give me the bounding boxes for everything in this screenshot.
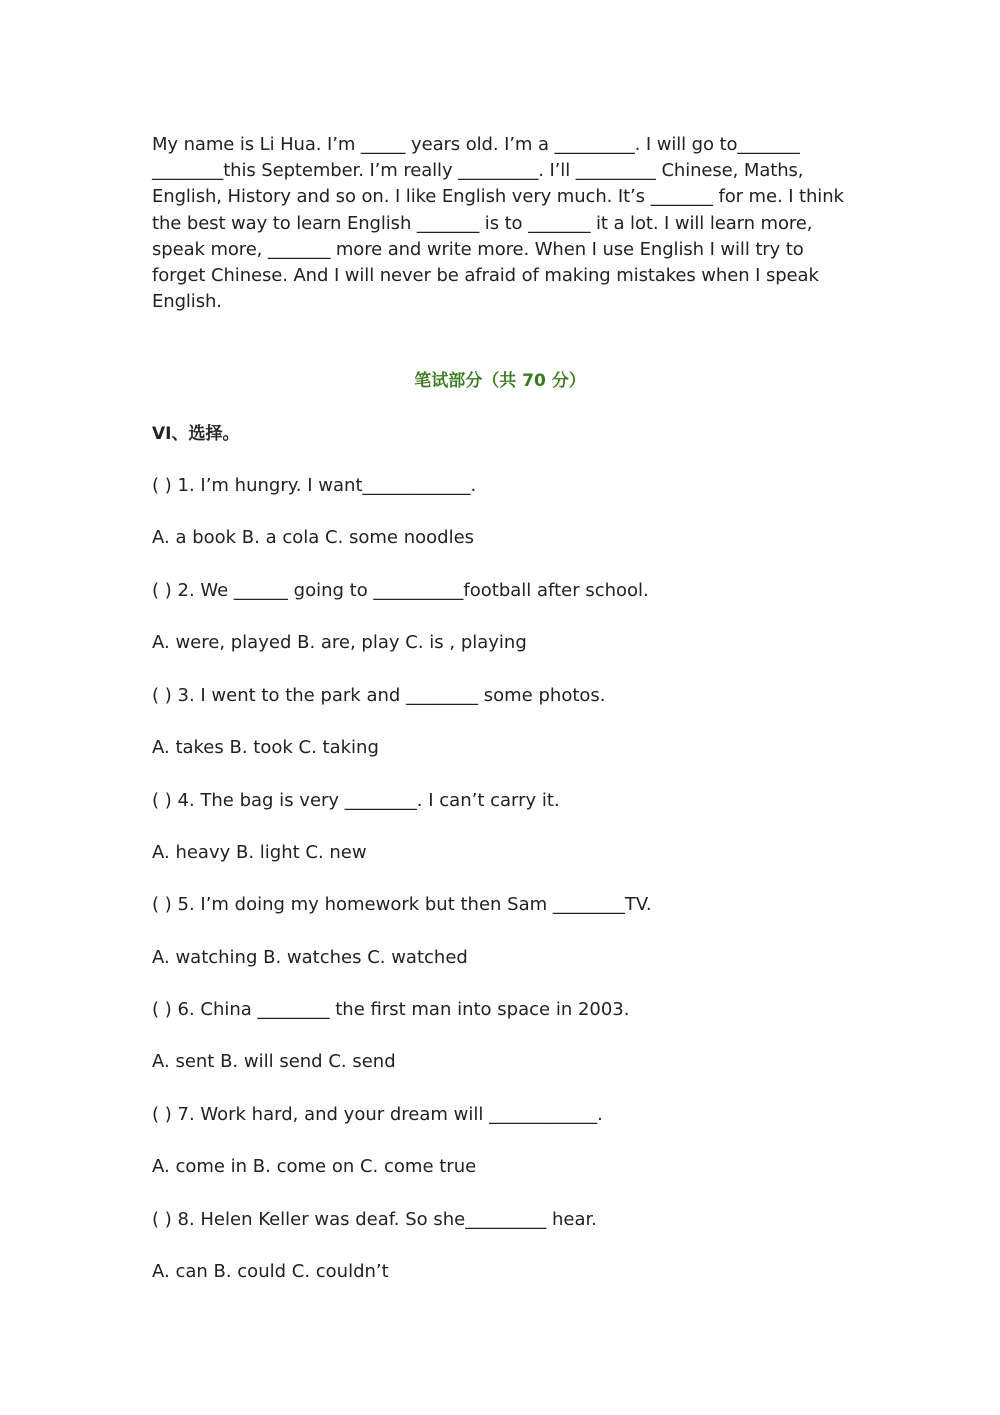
- question-options: A. watching B. watches C. watched: [152, 947, 468, 968]
- passage-line: speak more, _______ more and write more. When I use English I will try to: [152, 238, 804, 260]
- question-stem: ( ) 5. I’m doing my homework but then Sam ________TV.: [152, 894, 652, 915]
- question-options: A. a book B. a cola C. some noodles: [152, 527, 475, 548]
- passage-line: My name is Li Hua. I’m _____ years old. I’m a _________. I will go to_______: [152, 134, 800, 155]
- question-options: A. sent B. will send C. send: [152, 1051, 396, 1072]
- passage-line: ________this September. I’m really _________. I’ll _________ Chinese, Maths,: [152, 160, 804, 182]
- passage-line: English.: [152, 291, 222, 313]
- part-heading: VI、选择。: [152, 424, 240, 444]
- question-options: A. can B. could C. couldn’t: [152, 1261, 389, 1282]
- question-options: A. come in B. come on C. come true: [152, 1156, 477, 1177]
- passage-line: English, History and so on. I like English very much. It’s _______ for me. I think: [152, 186, 844, 208]
- question-stem: ( ) 3. I went to the park and ________ some photos.: [152, 685, 606, 706]
- question-options: A. were, played B. are, play C. is , playing: [152, 632, 527, 653]
- fill-in-passage: [152, 132, 852, 315]
- passage-line: forget Chinese. And I will never be afraid of making mistakes when I speak: [152, 265, 819, 287]
- question-stem: ( ) 8. Helen Keller was deaf. So she_________ hear.: [152, 1209, 597, 1230]
- question-stem: ( ) 7. Work hard, and your dream will ____________.: [152, 1104, 603, 1125]
- question-options: A. heavy B. light C. new: [152, 842, 367, 863]
- question-stem: ( ) 2. We ______ going to __________football after school.: [152, 580, 649, 601]
- question-stem: ( ) 6. China ________ the first man into space in 2003.: [152, 999, 630, 1020]
- question-stem: ( ) 1. I’m hungry. I want____________.: [152, 475, 477, 496]
- question-stem: ( ) 4. The bag is very ________. I can’t carry it.: [152, 790, 560, 811]
- passage-line: the best way to learn English _______ is to _______ it a lot. I will learn more,: [152, 212, 813, 234]
- question-options: A. takes B. took C. taking: [152, 737, 379, 758]
- section-title: 笔试部分（共 70 分）: [414, 371, 586, 391]
